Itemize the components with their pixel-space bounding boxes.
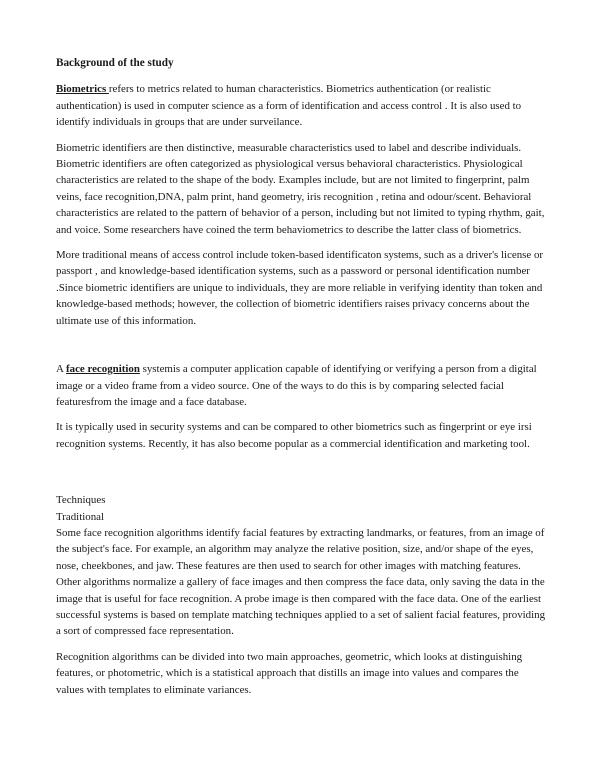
spacer [56,338,548,361]
paragraph-face-text: systemis a computer application capable of identifying or verifying a person from a digital image or a video frame from a video source. One of the ways to do this is by comparing selected facial featuresfrom the image and a face database. [56,363,537,408]
section-heading: Background of the study [56,57,174,69]
paragraph-algorithms: Some face recognition algorithms identify facial features by extracting landmarks, or features, from an image of the subject's face. For example, an algorithm may analyze the relative position, size, and/or shape of the eyes, nose, cheekbones, and jaw. These features are then used to search for other images with matching features. Other algorithms normalize a gallery of face images and then compress the face data, only saving the data in the image that is useful for face recognition. A probe image is then compared with the face data. One of the earliest successful systems is based on template matching techniques applied to a set of salient facial features, providing a sort of compressed face representation. [56,526,546,638]
paragraph-biometrics-text: refers to metrics related to human characteristics. Biometrics authentication (or realistic authentication) is used in computer science as a form of identification and access control . It is also used to identify individuals in groups that are under surveilance. [56,83,522,129]
paragraph-approaches: Recognition algorithms can be divided into two main approaches, geometric, which looks at distinguishing features, or photometric, which is a statistical approach that distills an image into values and compares the values with templates to eliminate variances. [56,650,523,696]
term-biometrics: Biometrics [56,83,109,96]
spacer [56,461,548,492]
paragraph-face-prefix: A [56,363,66,376]
paragraph-access-control: More traditional means of access control include token-based identificaton systems, such as a driver's license or passport , and knowledge-based identification systems, such as a password or personal identification number .Since biometric identifiers are unique to individuals, they are more reliable in verifying identity than token and knowledge-based methods; however, the collection of biometric identifiers raises privacy concerns about the ultimate use of this information. [56,249,544,327]
paragraph-identifiers: Biometric identifiers are then distinctive, measurable characteristics used to label and describe individuals. Biometric identifiers are often categorized as physiological versus behavioral characteristics. Physiological characteristics are related to the shape of the body. Examples include, but are not limited to fingerprint, palm veins, face recognition,DNA, palm print, hand geometry, iris recognition , retina and odour/scent. Behavioral characteristics are related to the pattern of behavior of a person, including but not limited to typing rhythm, gait, and voice. Some researchers have coined the term behaviometrics to describe the latter class of biometrics. [56,141,545,236]
paragraph-security-use: It is typically used in security systems and can be compared to other biometrics such as fingerprint or eye irsi recognition systems. Recently, it has also become popular as a commercial identification and marketing tool. [56,421,532,450]
label-traditional: Traditional [56,510,105,523]
term-face-recognition: face recognition [66,363,140,376]
paragraph-biometrics [56,81,548,130]
label-techniques: Techniques [56,494,106,507]
paragraph-face-recognition [56,361,548,410]
